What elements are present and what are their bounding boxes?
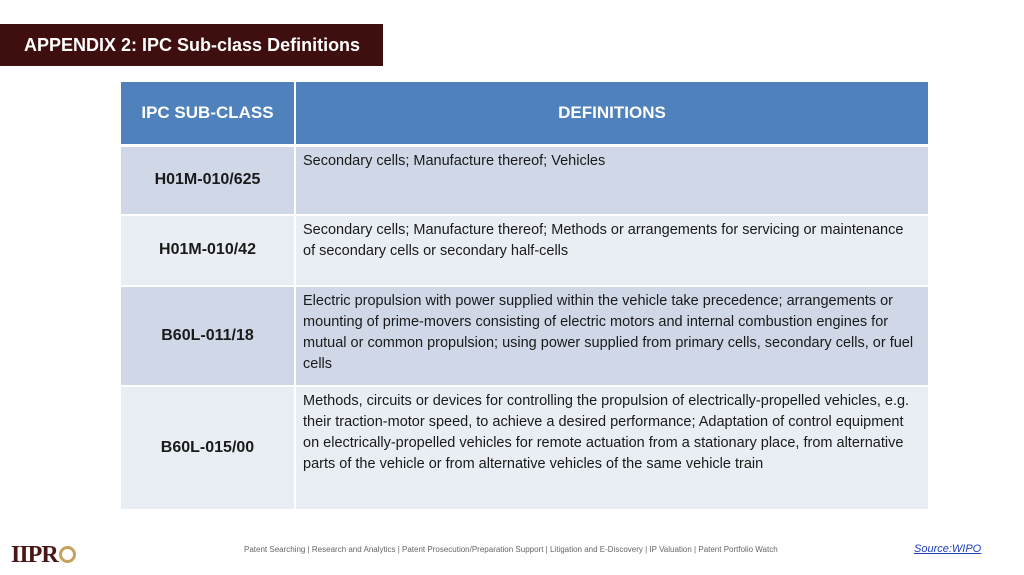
ipc-code-cell: B60L-011/18	[121, 286, 295, 386]
definition-cell: Secondary cells; Manufacture thereof; Methods or arrangements for servicing or maintenance of secondary cells or secondary half-cells	[295, 215, 928, 286]
definition-cell: Methods, circuits or devices for controlling the propulsion of electrically-propelled vehicles, e.g. their traction-motor speed, to achieve a desired performance; Adaptation of control equipment on electrically-propelled vehicles for remote actuation from a stationary place, from alternative parts of the vehicle or from alternative vehicles of the same vehicle train	[295, 386, 928, 510]
table-row	[121, 386, 928, 510]
table-row	[121, 215, 928, 286]
logo-circle-icon	[59, 546, 76, 563]
definition-cell: Secondary cells; Manufacture thereof; Vehicles	[295, 146, 928, 215]
table-row	[121, 286, 928, 386]
table-row	[121, 146, 928, 215]
ipc-definitions-table	[121, 82, 928, 511]
table-header-row	[121, 82, 928, 146]
header-definitions: DEFINITIONS	[295, 82, 928, 146]
footer-services-text: Patent Searching | Research and Analytics | Patent Prosecution/Preparation Support | Litigation and E-Discovery | IP Valuation | Patent Portfolio Watch	[244, 545, 778, 554]
definition-cell: Electric propulsion with power supplied within the vehicle take precedence; arrangements or mounting of prime-movers consisting of electric motors and internal combustion engines for mutual or common propulsion; using power supplied from primary cells, secondary cells, or fuel cells	[295, 286, 928, 386]
logo-text: IIPR	[11, 542, 58, 568]
ipc-code-cell: B60L-015/00	[121, 386, 295, 510]
iipro-logo-icon	[11, 540, 76, 570]
header-ipc-subclass: IPC SUB-CLASS	[121, 82, 295, 146]
source-link[interactable]: Source:WIPO	[914, 543, 982, 555]
ipc-definitions-table-container	[121, 82, 928, 511]
ipc-code-cell: H01M-010/42	[121, 215, 295, 286]
ipc-code-cell: H01M-010/625	[121, 146, 295, 215]
slide-title: APPENDIX 2: IPC Sub-class Definitions	[0, 24, 383, 66]
